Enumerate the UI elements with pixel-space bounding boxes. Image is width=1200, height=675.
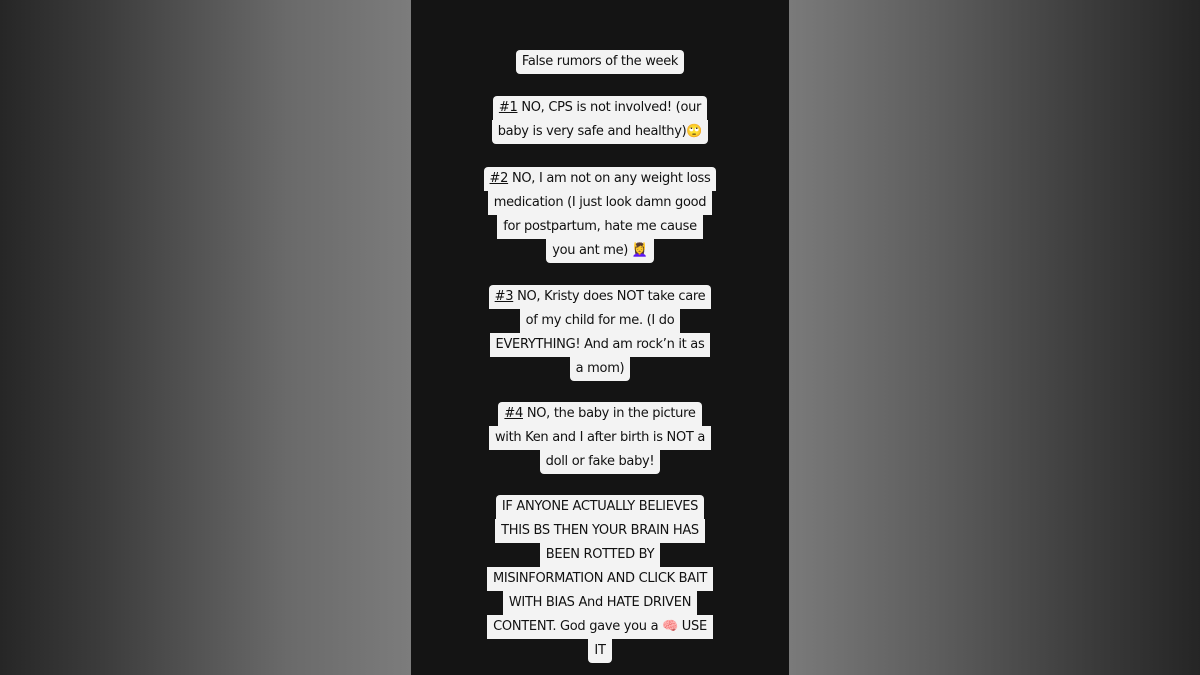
rumor-line: with Ken and I after birth is NOT a <box>489 426 711 450</box>
background-left <box>0 0 411 675</box>
closing-line: THIS BS THEN YOUR BRAIN HAS <box>495 519 705 543</box>
rumor-number: #1 <box>498 100 518 115</box>
rumor-number: #4 <box>504 406 523 421</box>
rumor-number: #2 <box>489 171 509 186</box>
rumor-line: EVERYTHING! And am rock’n it as <box>490 333 711 357</box>
rumor-line: #3 NO, Kristy does NOT take care <box>489 285 712 309</box>
closing-line: WITH BIAS And HATE DRIVEN <box>503 591 697 615</box>
rumor-line: #1 NO, CPS is not involved! (our <box>493 96 707 120</box>
rumor-number: #3 <box>494 289 514 304</box>
story-title: False rumors of the week <box>516 50 684 74</box>
rumor-line: doll or fake baby! <box>540 450 661 474</box>
rumor-line: baby is very safe and healthy)🙄 <box>492 120 709 144</box>
closing-line: BEEN ROTTED BY <box>540 543 660 567</box>
closing-line: MISINFORMATION AND CLICK BAIT <box>487 567 713 591</box>
rumor-item-3 <box>411 285 789 381</box>
closing-line: IF ANYONE ACTUALLY BELIEVES <box>496 495 704 519</box>
rumor-item-4 <box>411 402 789 474</box>
closing-line: CONTENT. God gave you a 🧠 USE <box>487 615 713 639</box>
rumor-line: you ant me) 💆‍♀️ <box>546 239 654 263</box>
closing-message <box>411 495 789 663</box>
story-frame <box>411 0 789 675</box>
rumor-line: #4 NO, the baby in the picture <box>498 402 701 426</box>
rumor-line: #2 NO, I am not on any weight loss <box>484 167 717 191</box>
story-title-block <box>411 50 789 74</box>
rumor-item-2 <box>411 167 789 263</box>
background-right <box>789 0 1200 675</box>
rumor-line: for postpartum, hate me cause <box>497 215 703 239</box>
rumor-item-1 <box>411 96 789 144</box>
rumor-line: of my child for me. (I do <box>520 309 681 333</box>
rumor-line: medication (I just look damn good <box>488 191 713 215</box>
rumor-line: a mom) <box>570 357 631 381</box>
closing-line: IT <box>588 639 611 663</box>
